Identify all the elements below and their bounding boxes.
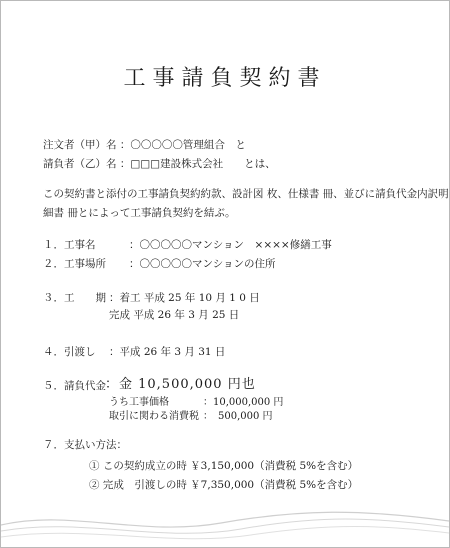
item-3-label: ３．工 期	[43, 292, 106, 304]
item-4-value: ：平成 26 年 3 月 31 日	[109, 346, 226, 358]
orderer-line: 注文者（甲）名 ：〇〇〇〇〇管理組合 と	[43, 139, 246, 151]
payment-line-2: ② 完成 引渡しの時 ￥7,350,000（消費税 5%を含む）	[89, 479, 359, 491]
item-5-value: ：金 10,500,000 円也	[105, 377, 256, 392]
wave-line-2	[1, 519, 449, 533]
item-7-label: ７．支払い方法：	[43, 439, 127, 451]
wave-line-3	[1, 527, 449, 539]
item-5-sub-1-value: ：10,000,000 円	[203, 397, 284, 408]
contractor-line: 請負者（乙）名 ：□□□建設株式会社 とは、	[43, 158, 276, 170]
item-2-value: ：〇〇〇〇〇マンションの住所	[129, 258, 276, 270]
item-2-label: ２．工事場所	[43, 258, 106, 270]
item-5-label: ５．請負代金	[43, 380, 106, 392]
item-5-sub-2-label: 取引に関わる消費税	[109, 411, 199, 422]
item-4-label: ４．引渡し	[43, 346, 96, 358]
item-1-value: ：〇〇〇〇〇マンション ××××修繕工事	[129, 239, 332, 251]
item-3-end: 完成 平成 26 年 3 月 25 日	[109, 309, 240, 321]
item-3-start: ：着工 平成 25 年 10 月 1 0 日	[109, 292, 260, 304]
intro-line-2: 細書 冊とによって工事請負契約を結ぶ。	[43, 207, 236, 219]
payment-line-1: ① この契約成立の時 ￥3,150,000（消費税 5%を含む）	[89, 460, 359, 472]
intro-line-1: この契約書と添付の工事請負契約約款、設計図 枚、仕様書 冊、並びに請負代金内訳明	[43, 188, 449, 200]
document-title: 工事請負契約書	[123, 66, 327, 91]
item-1-label: １．工事名	[43, 239, 96, 251]
item-5-sub-2-value: ： 500,000 円	[203, 411, 273, 422]
item-5-sub-1-label: うち工事価格	[109, 397, 169, 408]
decorative-waves	[1, 497, 449, 547]
wave-line-1	[1, 512, 449, 527]
